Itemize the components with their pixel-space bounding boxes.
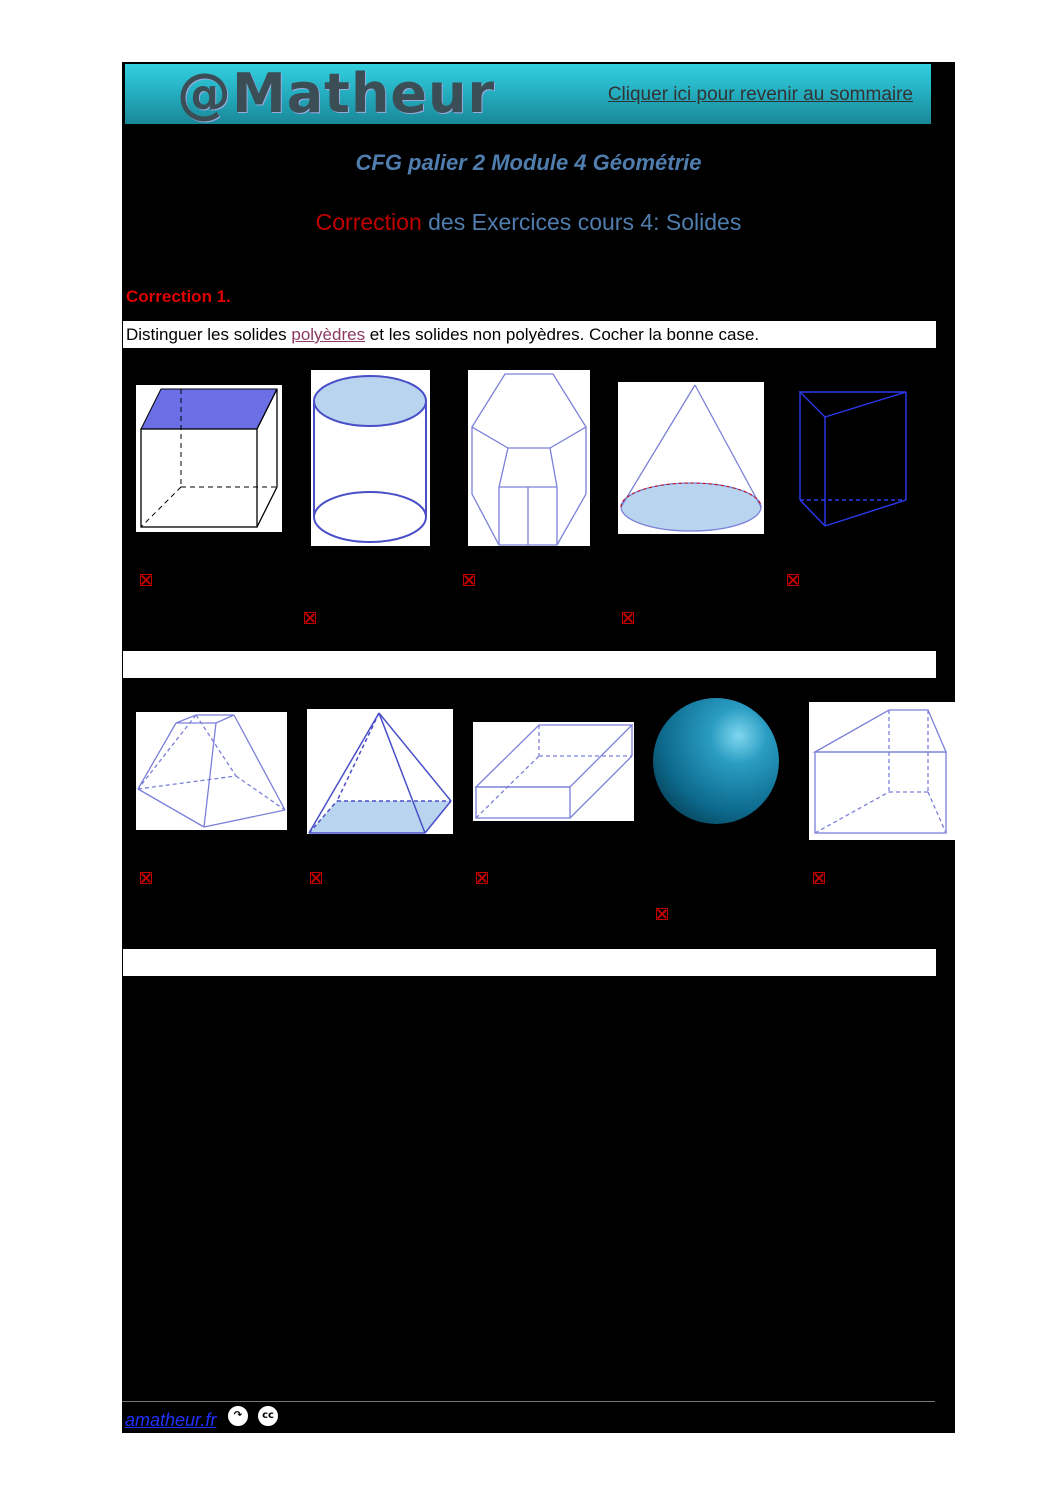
answer-bar-1	[123, 651, 936, 678]
checkbox-frustum-polyedre[interactable]	[140, 872, 152, 884]
sphere-icon	[652, 695, 780, 826]
cube-icon	[136, 385, 282, 532]
site-logo: @Matheur	[177, 64, 496, 124]
answer-bar-2	[123, 949, 936, 976]
pyramid-icon	[307, 709, 453, 834]
correction-word: Correction	[315, 209, 422, 235]
footer-divider	[122, 1401, 935, 1402]
checkbox-cone-non-polyedre[interactable]	[622, 612, 634, 624]
cylinder-icon	[311, 370, 430, 546]
subtitle-text: des Exercices cours 4: Solides	[421, 209, 742, 235]
instruction-text-start: Distinguer les solides	[126, 325, 292, 344]
module-title: CFG palier 2 Module 4 Géométrie	[355, 150, 702, 175]
triangular-prism-icon	[792, 383, 912, 528]
cuboid-icon	[473, 722, 634, 821]
page-title	[122, 209, 935, 236]
instruction-bar	[123, 321, 936, 348]
summary-link[interactable]: Cliquer ici pour revenir au sommaire	[607, 84, 913, 105]
checkbox-sphere-non-polyedre[interactable]	[656, 908, 668, 920]
checkbox-triangular-prism-polyedre[interactable]	[787, 574, 799, 586]
pentagonal-prism-icon	[468, 370, 590, 546]
frustum-icon	[136, 712, 287, 830]
checkbox-cylinder-non-polyedre[interactable]	[304, 612, 316, 624]
footer-site-link[interactable]: amatheur.fr	[125, 1410, 217, 1430]
checkbox-pyramid-polyedre[interactable]	[310, 872, 322, 884]
instruction-text-end: et les solides non polyèdres. Cocher la bonne case.	[365, 325, 760, 344]
checkbox-trapezoidal-prism-polyedre[interactable]	[813, 872, 825, 884]
trapezoidal-prism-icon	[809, 702, 955, 840]
checkbox-pentagonal-prism-polyedre[interactable]	[463, 574, 475, 586]
cone-icon	[618, 382, 764, 534]
checkbox-cuboid-polyedre[interactable]	[476, 872, 488, 884]
header-banner	[125, 64, 931, 124]
cc-by-icon: ↷	[226, 1404, 250, 1428]
document-page	[122, 62, 955, 1433]
checkbox-cube-polyedre[interactable]	[140, 574, 152, 586]
polyedres-link[interactable]: polyèdres	[291, 325, 366, 344]
cc-license-icon: cc	[256, 1404, 280, 1428]
exercise-heading: Correction 1.	[126, 287, 231, 306]
